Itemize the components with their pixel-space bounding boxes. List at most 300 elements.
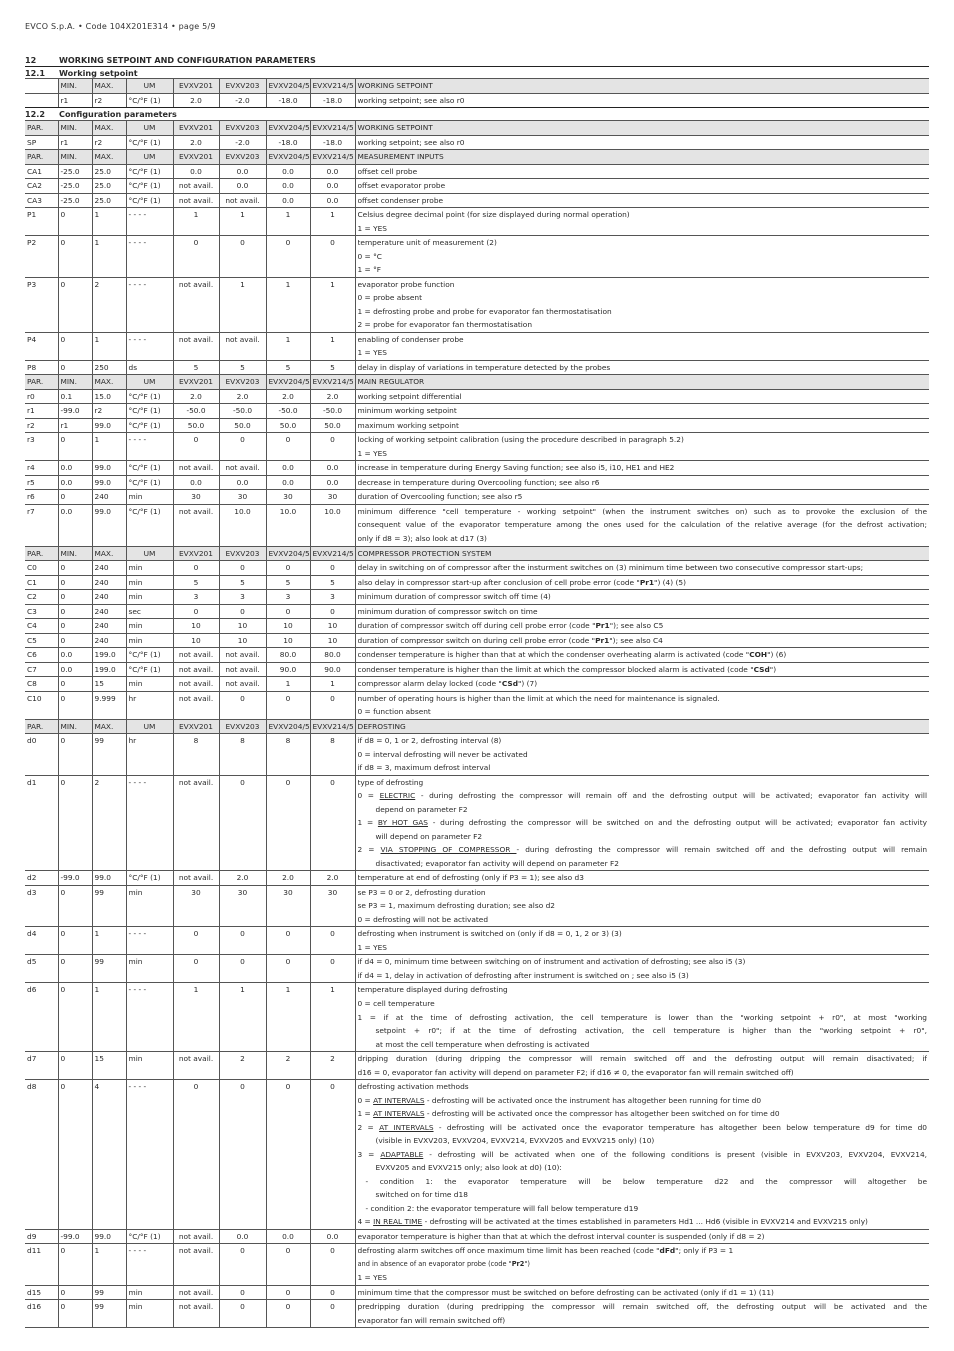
description-line: 1 = defrosting probe and probe for evaporator fan thermostatisation (357, 306, 612, 316)
description-line: temperature at end of defrosting (only if P3 = 1); see also d3 (357, 873, 584, 883)
min-cell: 0 (58, 927, 92, 955)
description-line: maximum working setpoint (357, 420, 459, 430)
description-line: minimum working setpoint (357, 406, 457, 416)
value-cell: 2 (266, 1052, 310, 1080)
min-cell: 0 (58, 1300, 92, 1328)
min-cell: 0 (58, 1052, 92, 1080)
min-cell: r1 (58, 418, 92, 433)
value-cell: 10 (266, 619, 310, 634)
header-cell: EVXV203 (219, 375, 266, 390)
description-line: defrosting alarm switches off once maximum time limit has been reached (code "dFd"; only if P3 = 1 (357, 1246, 734, 1256)
um-cell: °C/°F (1) (126, 179, 173, 194)
min-cell: 0 (58, 955, 92, 983)
description-line: temperature displayed during defrosting (357, 985, 508, 995)
value-cell: 3 (173, 590, 219, 605)
max-cell: 99 (92, 734, 126, 776)
param-cell: C7 (25, 662, 58, 677)
working-setpoint-table (25, 78, 929, 108)
description-line: defrosting when instrument is switched on (only if d8 = 0, 1, 2 or 3) (3) (357, 929, 622, 939)
value-cell: not avail. (173, 677, 219, 692)
max-cell: 15.0 (92, 389, 126, 404)
description-cell (355, 871, 929, 886)
header-cell: WORKING SETPOINT (355, 79, 929, 94)
min-cell: 0 (58, 885, 92, 927)
um-cell: min (126, 885, 173, 927)
min-cell: 0 (58, 360, 92, 375)
description-line: offset condenser probe (357, 195, 444, 205)
description-line: evaporator temperature is higher than that at which the defrost interval counter is suspended (only if d8 = 2) (357, 1231, 765, 1241)
description-cell (355, 648, 929, 663)
description-line: will depend on parameter F2 (375, 831, 483, 841)
value-cell: 2 (310, 1052, 355, 1080)
value-cell: 50.0 (219, 418, 266, 433)
min-cell: 0.0 (58, 461, 92, 476)
value-cell: 3 (219, 590, 266, 605)
table-row (25, 1285, 929, 1300)
max-cell: 199.0 (92, 662, 126, 677)
param-cell: P2 (25, 236, 58, 278)
description-cell: working setpoint; see also r0 (355, 93, 929, 108)
min-cell: -25.0 (58, 193, 92, 208)
description-cell (355, 691, 929, 719)
description-line: 1 = if at the time of defrosting activation, the cell temperature is lower than the "working setpoint + r0", at most "working (357, 1012, 927, 1022)
description-line: 0 = AT INTERVALS - defrosting will be activated once the instrument has altogether been running for time d0 (357, 1095, 762, 1105)
value-cell: -18.0 (310, 135, 355, 150)
value-cell: 1 (219, 208, 266, 236)
header-cell: UM (126, 546, 173, 561)
section-heading-12-1 (25, 66, 929, 78)
value-cell: 30 (173, 885, 219, 927)
value-cell: -50.0 (219, 404, 266, 419)
table-row (25, 619, 929, 634)
um-cell: min (126, 619, 173, 634)
description-cell (355, 475, 929, 490)
header-cell: MAX. (92, 719, 126, 734)
value-cell: 0 (266, 236, 310, 278)
param-cell: d5 (25, 955, 58, 983)
table-row (25, 775, 929, 871)
description-line: duration of compressor switch on during cell probe error (code "Pr1"); see also C4 (357, 635, 663, 645)
description-line: if d4 = 0, minimum time between switching on of instrument and activation of defrosting; see also i5 (3) (357, 957, 746, 967)
description-line: setpoint + r0"; if at the time of defrosting activation, the cell temperature is higher than the "working setpoint + r0", (375, 1026, 927, 1036)
value-cell: 1 (310, 983, 355, 1052)
value-cell: not avail. (219, 461, 266, 476)
value-cell: 0.0 (219, 164, 266, 179)
um-cell: - - - - (126, 277, 173, 332)
header-cell: EVXV201 (173, 375, 219, 390)
description-line: - condition 2: the evaporator temperature will fall below temperature d19 (365, 1203, 639, 1213)
table-row (25, 504, 929, 546)
value-cell: 0.0 (266, 475, 310, 490)
um-cell: °C/°F (1) (126, 135, 173, 150)
um-cell: min (126, 677, 173, 692)
description-line: disactivated; evaporator fan activity will depend on parameter F2 (375, 858, 619, 868)
param-cell: r6 (25, 490, 58, 505)
group-title-cell: MEASUREMENT INPUTS (355, 150, 929, 165)
param-cell: C8 (25, 677, 58, 692)
value-cell: 0.0 (266, 1229, 310, 1244)
description-line: 2 = VIA STOPPING OF COMPRESSOR - during defrosting the compressor will remain switched off and the defrosting output will remain (357, 845, 927, 855)
table-row (25, 164, 929, 179)
value-cell: 0 (219, 236, 266, 278)
value-cell: not avail. (173, 179, 219, 194)
value-cell: 0 (173, 1080, 219, 1230)
value-cell: -2.0 (219, 93, 266, 108)
value-cell: 2.0 (310, 389, 355, 404)
description-line: 0 = defrosting will not be activated (357, 914, 489, 924)
min-cell: 0 (58, 691, 92, 719)
value-cell: 0 (219, 955, 266, 983)
value-cell: 0 (266, 561, 310, 576)
um-cell: min (126, 1300, 173, 1328)
value-cell: not avail. (173, 1244, 219, 1286)
value-cell: 10 (310, 619, 355, 634)
value-cell: 1 (219, 983, 266, 1052)
value-cell: 0 (219, 561, 266, 576)
table-row (25, 490, 929, 505)
min-cell: 0 (58, 208, 92, 236)
table-row (25, 236, 929, 278)
um-cell: °C/°F (1) (126, 389, 173, 404)
value-cell: 8 (266, 734, 310, 776)
description-line: 1 = YES (357, 1273, 387, 1283)
description-line: temperature unit of measurement (2) (357, 238, 497, 248)
value-cell: not avail. (173, 648, 219, 663)
min-cell: 0.1 (58, 389, 92, 404)
description-line: 1 = YES (357, 348, 387, 358)
description-line: 2 = AT INTERVALS - defrosting will be activated once the evaporator temperature has altogether been below temperature d9 for time d0 (357, 1122, 927, 1132)
max-cell: 99 (92, 955, 126, 983)
max-cell: 99 (92, 885, 126, 927)
description-line: type of defrosting (357, 777, 424, 787)
value-cell: 0.0 (310, 179, 355, 194)
value-cell: not avail. (173, 504, 219, 546)
group-header-row (25, 375, 929, 390)
table-row (25, 1244, 929, 1286)
value-cell: 5 (173, 575, 219, 590)
param-cell: C1 (25, 575, 58, 590)
value-cell: not avail. (173, 1229, 219, 1244)
um-cell: - - - - (126, 927, 173, 955)
value-cell: 0.0 (219, 475, 266, 490)
value-cell: 2.0 (173, 93, 219, 108)
value-cell: 5 (266, 360, 310, 375)
min-cell: -25.0 (58, 179, 92, 194)
value-cell: 0 (310, 433, 355, 461)
value-cell: 1 (266, 277, 310, 332)
min-cell: r1 (58, 135, 92, 150)
description-line: enabling of condenser probe (357, 334, 464, 344)
value-cell: 0 (219, 927, 266, 955)
max-cell: 240 (92, 619, 126, 634)
group-title-cell: WORKING SETPOINT (355, 121, 929, 136)
description-line: if d4 = 1, delay in activation of defrosting after instrument is switched on ; see also i5 (3) (357, 970, 689, 980)
description-cell (355, 590, 929, 605)
value-cell: 0 (219, 1300, 266, 1328)
description-line: switched on for time d18 (375, 1190, 468, 1200)
value-cell: 80.0 (266, 648, 310, 663)
max-cell: 1 (92, 433, 126, 461)
min-cell: 0 (58, 590, 92, 605)
um-cell: min (126, 561, 173, 576)
min-cell: 0 (58, 277, 92, 332)
description-line: working setpoint differential (357, 391, 462, 401)
value-cell: 2.0 (219, 389, 266, 404)
value-cell: 0 (310, 1244, 355, 1286)
max-cell: 99.0 (92, 461, 126, 476)
um-cell: hr (126, 734, 173, 776)
max-cell: 99 (92, 1285, 126, 1300)
um-cell: min (126, 490, 173, 505)
value-cell: 0 (310, 927, 355, 955)
header-cell: EVXV214/5 (310, 719, 355, 734)
value-cell: 5 (310, 360, 355, 375)
description-line: 1 = BY HOT GAS - during defrosting the compressor will be switched on and the defrosting output will be activated; evaporator fan activity (357, 818, 927, 828)
table-row (25, 135, 929, 150)
value-cell: 0 (266, 955, 310, 983)
value-cell: 0.0 (310, 193, 355, 208)
value-cell: 50.0 (266, 418, 310, 433)
um-cell: - - - - (126, 983, 173, 1052)
section-number: 12.2 (25, 109, 45, 120)
min-cell: 0.0 (58, 475, 92, 490)
description-line: offset cell probe (357, 166, 418, 176)
header-cell: PAR. (25, 546, 58, 561)
value-cell: 8 (173, 734, 219, 776)
param-cell: d0 (25, 734, 58, 776)
value-cell: 50.0 (310, 418, 355, 433)
um-cell: ds (126, 360, 173, 375)
min-cell: -99.0 (58, 404, 92, 419)
value-cell: -18.0 (310, 93, 355, 108)
param-cell: C2 (25, 590, 58, 605)
group-header-row (25, 150, 929, 165)
section-number: 12.1 (25, 68, 45, 78)
header-cell: MAX. (92, 546, 126, 561)
group-title-cell: MAIN REGULATOR (355, 375, 929, 390)
header-cell: MAX. (92, 121, 126, 136)
description-cell (355, 983, 929, 1052)
section-heading-12 (25, 54, 929, 66)
param-cell: CA1 (25, 164, 58, 179)
um-cell: °C/°F (1) (126, 662, 173, 677)
um-cell: - - - - (126, 1080, 173, 1230)
table-row (25, 433, 929, 461)
value-cell: 80.0 (310, 648, 355, 663)
value-cell: 0 (266, 1285, 310, 1300)
value-cell: 0 (266, 1244, 310, 1286)
um-cell: - - - - (126, 433, 173, 461)
header-cell: UM (126, 719, 173, 734)
header-cell: EVXV214/5 (310, 79, 355, 94)
um-cell: - - - - (126, 236, 173, 278)
description-line: locking of working setpoint calibration (using the procedure described in paragraph 5.2) (357, 435, 684, 445)
min-cell: 0 (58, 1080, 92, 1230)
table-row (25, 461, 929, 476)
param-cell: d6 (25, 983, 58, 1052)
header-cell: EVXV214/5 (310, 546, 355, 561)
value-cell: 0 (219, 1244, 266, 1286)
um-cell: min (126, 1285, 173, 1300)
document-page (25, 22, 929, 1328)
max-cell: 240 (92, 604, 126, 619)
um-cell: - - - - (126, 1244, 173, 1286)
value-cell: 30 (310, 885, 355, 927)
header-cell: MIN. (58, 79, 92, 94)
description-line: if d8 = 3, maximum defrost interval (357, 763, 491, 773)
group-title-cell: COMPRESSOR PROTECTION SYSTEM (355, 546, 929, 561)
description-line: minimum difference "cell temperature - working setpoint" (when the instrument switches on) such as to provoke the exclusion of the (357, 506, 927, 516)
table-row (25, 360, 929, 375)
um-cell: °C/°F (1) (126, 1229, 173, 1244)
description-line: delay in display of variations in temperature detected by the probes (357, 362, 611, 372)
value-cell: 0 (266, 604, 310, 619)
page-header: EVCO S.p.A. • Code 104X201E314 • page 5/9 (25, 22, 216, 31)
value-cell: 10 (219, 633, 266, 648)
value-cell: 1 (310, 677, 355, 692)
value-cell: not avail. (173, 277, 219, 332)
um-cell: °C/°F (1) (126, 475, 173, 490)
value-cell: 5 (219, 360, 266, 375)
param-cell: CA3 (25, 193, 58, 208)
table-row (25, 633, 929, 648)
value-cell: -18.0 (266, 93, 310, 108)
description-cell (355, 461, 929, 476)
table-row (25, 734, 929, 776)
description-line: 0 = function absent (357, 707, 431, 717)
value-cell: not avail. (173, 1300, 219, 1328)
value-cell: 0 (219, 775, 266, 871)
section-number: 12 (25, 55, 37, 65)
value-cell: not avail. (173, 1285, 219, 1300)
value-cell: 3 (310, 590, 355, 605)
description-cell (355, 179, 929, 194)
min-cell: 0 (58, 734, 92, 776)
value-cell: 0 (310, 1080, 355, 1230)
header-cell: MAX. (92, 79, 126, 94)
max-cell: 99.0 (92, 1229, 126, 1244)
max-cell: 99.0 (92, 871, 126, 886)
value-cell: 2.0 (219, 871, 266, 886)
value-cell: 0.0 (266, 164, 310, 179)
value-cell: 30 (173, 490, 219, 505)
value-cell: -18.0 (266, 135, 310, 150)
description-cell (355, 1285, 929, 1300)
param-cell: P8 (25, 360, 58, 375)
value-cell: 0 (310, 561, 355, 576)
min-cell: 0 (58, 619, 92, 634)
max-cell: 1 (92, 208, 126, 236)
header-cell: EVXV204/5 (266, 375, 310, 390)
value-cell: 1 (310, 277, 355, 332)
param-cell: d3 (25, 885, 58, 927)
header-cell: EVXV204/5 (266, 121, 310, 136)
description-line: working setpoint; see also r0 (357, 137, 465, 147)
section-heading-12-2 (25, 108, 929, 120)
description-line: evaporator probe function (357, 279, 455, 289)
description-line: 0 = °C (357, 251, 382, 261)
value-cell: 2.0 (173, 389, 219, 404)
header-cell (25, 79, 58, 94)
table-row (25, 604, 929, 619)
min-cell: 0 (58, 983, 92, 1052)
value-cell: 0 (219, 691, 266, 719)
description-cell (355, 1229, 929, 1244)
param-cell: r0 (25, 389, 58, 404)
value-cell: 5 (266, 575, 310, 590)
value-cell: 0 (310, 1285, 355, 1300)
table-row (25, 1080, 929, 1230)
param-cell: d1 (25, 775, 58, 871)
value-cell: 0 (173, 955, 219, 983)
value-cell: 90.0 (310, 662, 355, 677)
max-cell: 240 (92, 633, 126, 648)
value-cell: 1 (219, 277, 266, 332)
description-line: 4 = IN REAL TIME - defrosting will be activated at the times established in parameters Hd1 ... Hd6 (visible in EVXV214 and EVXV215 only) (357, 1217, 868, 1227)
header-cell: MIN. (58, 375, 92, 390)
value-cell: 1 (266, 332, 310, 360)
header-cell: UM (126, 375, 173, 390)
description-line: 0 = interval defrosting will never be activated (357, 749, 528, 759)
header-cell: EVXV203 (219, 150, 266, 165)
table-row (25, 389, 929, 404)
param-cell: C0 (25, 561, 58, 576)
value-cell: 1 (173, 208, 219, 236)
value-cell: 10.0 (219, 504, 266, 546)
header-cell: MIN. (58, 719, 92, 734)
param-cell: C5 (25, 633, 58, 648)
value-cell: 0 (266, 775, 310, 871)
value-cell: -50.0 (310, 404, 355, 419)
param-cell: d16 (25, 1300, 58, 1328)
value-cell: 2.0 (266, 389, 310, 404)
description-cell (355, 418, 929, 433)
value-cell: 30 (266, 885, 310, 927)
value-cell: 2.0 (173, 135, 219, 150)
description-line: 2 = probe for evaporator fan thermostatisation (357, 320, 533, 330)
value-cell: 0 (310, 604, 355, 619)
header-cell: EVXV214/5 (310, 150, 355, 165)
description-cell (355, 604, 929, 619)
description-line: duration of compressor switch off during cell probe error (code "Pr1"); see also C5 (357, 621, 664, 631)
value-cell: -50.0 (173, 404, 219, 419)
description-line: minimum duration of compressor switch on time (357, 606, 538, 616)
param-cell (25, 93, 58, 108)
param-cell: d9 (25, 1229, 58, 1244)
group-header-row (25, 121, 929, 136)
header-cell: EVXV204/5 (266, 719, 310, 734)
value-cell: 5 (173, 360, 219, 375)
description-line: increase in temperature during Energy Saving function; see also i5, i10, HE1 and HE2 (357, 463, 675, 473)
param-cell: d15 (25, 1285, 58, 1300)
description-cell (355, 404, 929, 419)
param-cell: r5 (25, 475, 58, 490)
value-cell: 0.0 (173, 164, 219, 179)
header-cell: PAR. (25, 719, 58, 734)
value-cell: not avail. (219, 677, 266, 692)
value-cell: 0 (266, 1080, 310, 1230)
description-cell (355, 433, 929, 461)
value-cell: 2.0 (266, 871, 310, 886)
value-cell: 90.0 (266, 662, 310, 677)
max-cell: 99.0 (92, 504, 126, 546)
table-row (25, 404, 929, 419)
description-line: 0 = probe absent (357, 293, 422, 303)
header-cell: EVXV201 (173, 121, 219, 136)
max-cell: 25.0 (92, 193, 126, 208)
description-line: 1 = YES (357, 942, 387, 952)
value-cell: not avail. (219, 193, 266, 208)
